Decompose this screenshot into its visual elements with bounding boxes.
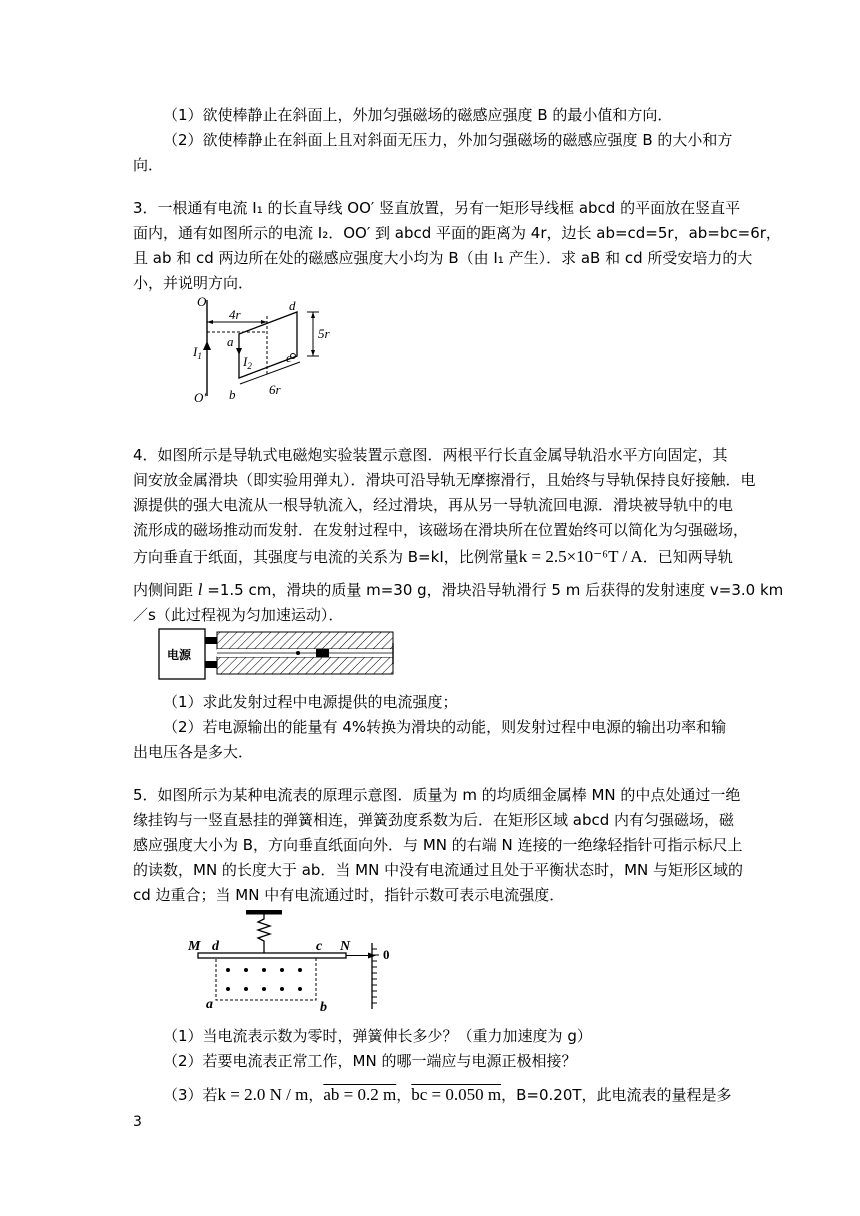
page-number: 3 xyxy=(133,1114,142,1130)
q5-line4: 的读数，MN 的长度大于 ab．当 MN 中没有电流通过且处于平衡状态时，MN 与矩形区域的 xyxy=(133,861,744,879)
label-c: c xyxy=(316,939,323,954)
q3-line2: 面内，通有如图所示的电流 I₂．OO′ 到 abcd 平面的距离为 4r，边长 ab=cd=5r，ab=bc=6r， xyxy=(133,224,781,242)
q4-line6: 内侧间距 l =1.5 cm，滑块的质量 m=30 g，滑块沿导轨滑行 5 m 后获得的发射速度 v=3.0 km xyxy=(133,580,784,599)
projectile xyxy=(296,651,300,655)
metal-rod-mn xyxy=(198,953,346,958)
q4-line4: 流形成的磁场推动而发射．在发射过程中，该磁场在滑块所在位置始终可以简化为匀强磁场， xyxy=(133,521,749,539)
q4-line1: 4．如图所示是导轨式电磁炮实验装置示意图．两根平行长直金属导轨沿水平方向固定，其 xyxy=(133,446,728,464)
q4-k-formula: k = 2.5×10⁻⁶T / A xyxy=(518,547,643,566)
spring xyxy=(258,914,270,953)
q5-figure xyxy=(186,907,401,1015)
q5-ab-value: ab = 0.2 m xyxy=(323,1085,397,1104)
q2-sub1: （1）欲使棒静止在斜面上，外加匀强磁场的磁感应强度 B 的最小值和方向． xyxy=(163,106,673,124)
rail-top xyxy=(217,632,393,649)
q5-line5: cd 边重合；当 MN 中有电流通过时，指针示数可表示电流强度． xyxy=(133,886,565,904)
label-d: d xyxy=(289,298,296,313)
label-i1: $I_1$ xyxy=(193,344,202,361)
label-a: a xyxy=(206,997,213,1012)
q5-line3: 感应强度大小为 B，方向垂直纸面向外．与 MN 的右端 N 连接的一绝缘轻指针可指示标尺上 xyxy=(133,836,743,854)
current-arrow-i1 xyxy=(203,341,211,350)
q4-sub2-line2: 出电压各是多大． xyxy=(133,743,254,761)
label-b: b xyxy=(320,1000,327,1015)
label-n: N xyxy=(340,939,351,954)
q4-line2: 间安放金属滑块（即实验用弹丸）．滑块可沿导轨无摩擦滑行，且始终与导轨保持良好接触．电 xyxy=(133,471,756,489)
label-m: M xyxy=(188,939,201,954)
q3-line1: 3．一根通有电流 I₁ 的长直导线 OO′ 竖直放置，另有一矩形导线框 abcd 的平面放在竖直平 xyxy=(133,199,741,217)
q4-sub1: （1）求此发射过程中电源提供的电流强度； xyxy=(163,693,458,711)
label-o-prime: O′ xyxy=(194,390,207,405)
q4-sub2-line1: （2）若电源输出的能量有 4%转换为滑块的动能，则发射过程中电源的输出功率和输 xyxy=(163,718,727,736)
q4-figure xyxy=(158,626,408,686)
q3-figure xyxy=(185,292,335,412)
current-arrow-i2 xyxy=(236,348,242,355)
ceiling xyxy=(246,910,282,914)
label-d: d xyxy=(212,939,219,954)
q5-sub1: （1）当电流表示数为零时，弹簧伸长多少？（重力加速度为 g） xyxy=(163,1027,592,1045)
q4-line5: 方向垂直于纸面，其强度与电流的关系为 B=kI，比例常量k = 2.5×10⁻⁶T / A．已知两导轨 xyxy=(133,547,733,566)
q5-sub2: （2）若要电流表正常工作，MN 的哪一端应与电源正极相接？ xyxy=(163,1052,577,1070)
q5-line1: 5．如图所示为某种电流表的原理示意图．质量为 m 的均质细金属棒 MN 的中点处通过一绝 xyxy=(133,786,741,804)
label-c: c xyxy=(286,350,292,365)
dim-4r-label: 4r xyxy=(229,307,241,322)
field-region-abcd xyxy=(216,958,316,1000)
label-a: a xyxy=(227,334,234,349)
q4-line3: 源提供的强大电流从一根导轨流入，经过滑块，再从另一导轨流回电源．滑块被导轨中的电 xyxy=(133,496,734,514)
q3-line4: 小，并说明方向． xyxy=(133,274,254,292)
slider-block xyxy=(316,649,329,657)
q5-line2: 缘挂钩与一竖直悬挂的弹簧相连，弹簧劲度系数为后．在矩形区域 abcd 内有匀强磁场，磁 xyxy=(133,811,735,829)
rail-bottom xyxy=(217,657,393,674)
q2-sub2-line1: （2）欲使棒静止在斜面上且对斜面无压力，外加匀强磁场的磁感应强度 B 的大小和方 xyxy=(163,131,733,149)
dim-6r-label: 6r xyxy=(269,382,281,397)
q4-line7: ／s（此过程视为匀加速运动）． xyxy=(133,606,344,624)
q5-k-value: k = 2.0 N / m xyxy=(217,1085,309,1104)
q2-sub2-line2: 向． xyxy=(133,156,164,174)
power-source-label: 电源 xyxy=(167,648,192,662)
scale-zero: 0 xyxy=(383,947,390,962)
field-dots xyxy=(226,968,302,991)
label-b: b xyxy=(229,387,236,402)
q5-sub3: （3）若k = 2.0 N / m，ab = 0.2 m，bc = 0.050 m，B=0.20T，此电流表的量程是多 xyxy=(163,1085,732,1104)
q3-line3: 且 ab 和 cd 两边所在处的磁感应强度大小均为 B（由 I₁ 产生）．求 aB 和 cd 所受安培力的大 xyxy=(133,249,753,267)
dim-5r-label: 5r xyxy=(318,326,330,341)
label-o: O xyxy=(197,294,207,309)
label-i2: $I_2$ xyxy=(243,354,252,371)
q5-bc-value: bc = 0.050 m xyxy=(411,1085,502,1104)
